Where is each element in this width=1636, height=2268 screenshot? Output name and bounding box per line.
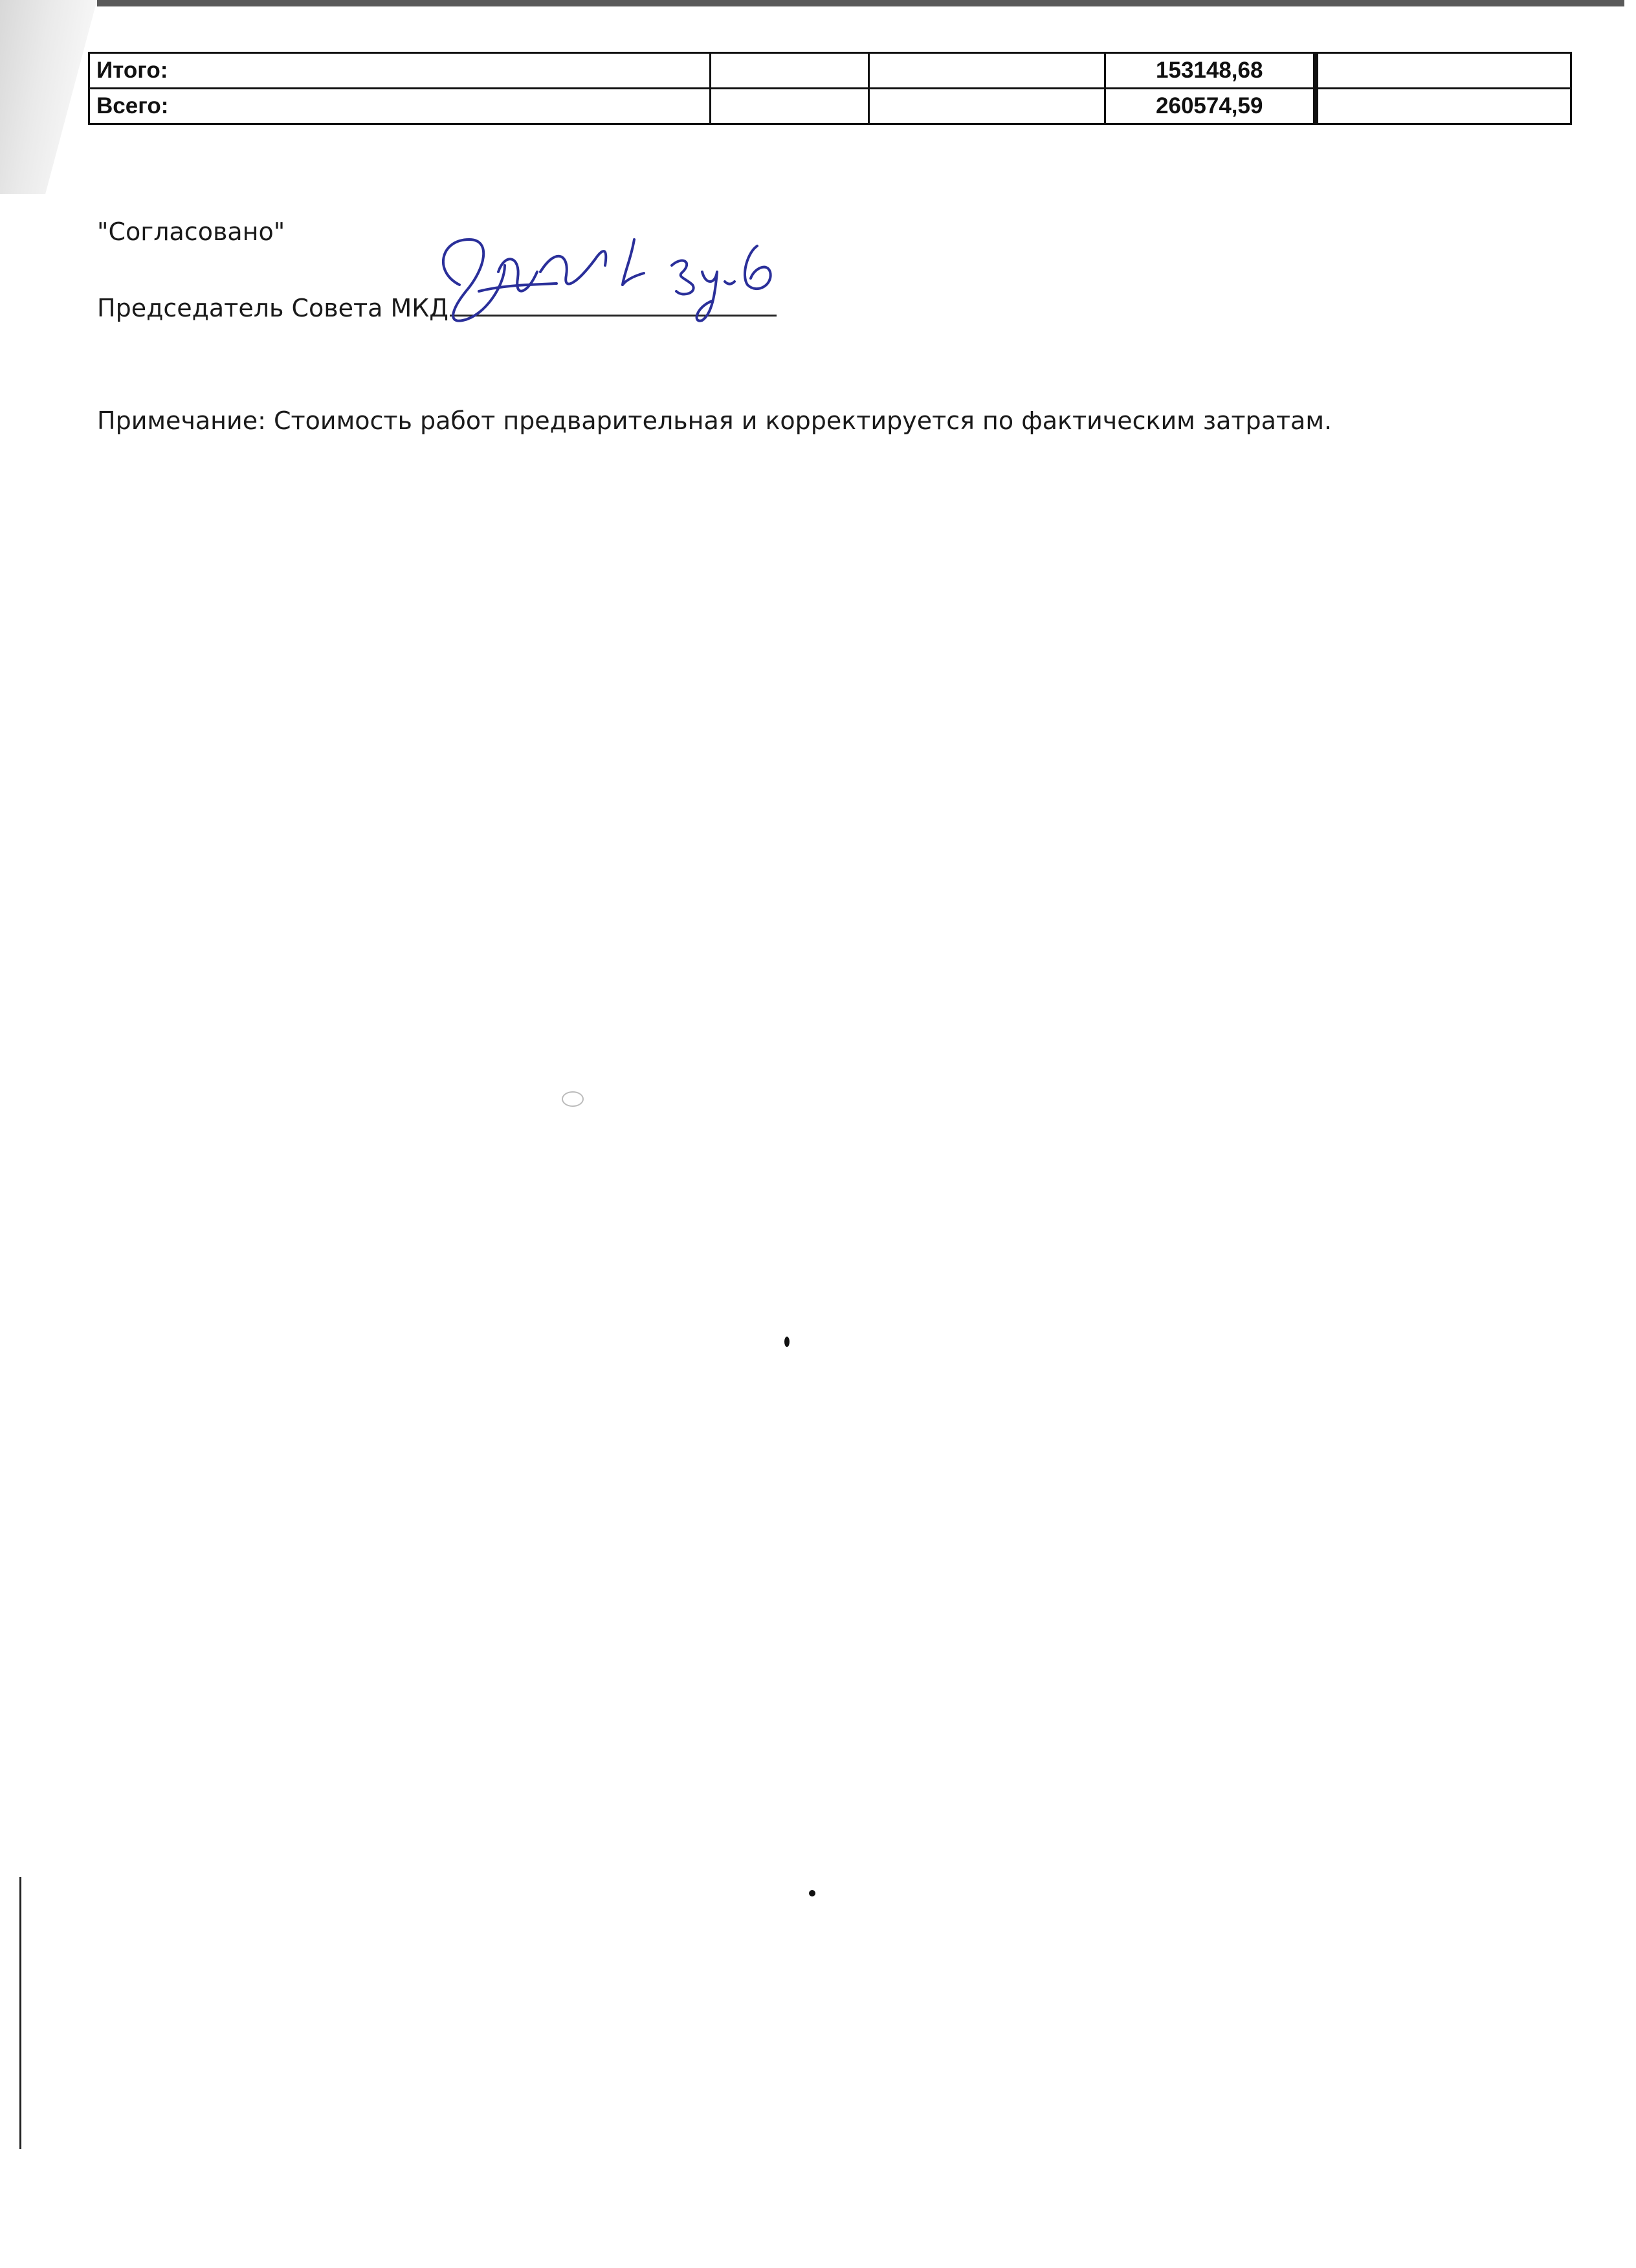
empty-cell — [711, 53, 869, 89]
row-label: Итого: — [89, 53, 711, 89]
chairman-label: Председатель Совета МКД — [97, 294, 448, 322]
folded-corner — [0, 0, 97, 194]
scan-speck — [809, 1890, 815, 1896]
table-row-subtotal — [89, 53, 1571, 89]
note-text: Примечание: Стоимость работ предварительная и корректируется по фактическим затратам. — [97, 406, 1332, 435]
scan-top-edge — [97, 0, 1624, 6]
empty-cell — [1316, 89, 1571, 124]
scan-speck — [784, 1337, 790, 1347]
totals-table — [88, 52, 1572, 125]
scan-speck — [562, 1091, 584, 1107]
scan-left-edge — [19, 1877, 21, 2149]
row-amount: 260574,59 — [1105, 89, 1316, 124]
row-label: Всего: — [89, 89, 711, 124]
handwritten-signature — [408, 194, 809, 350]
row-amount: 153148,68 — [1105, 53, 1316, 89]
empty-cell — [869, 89, 1105, 124]
empty-cell — [1316, 53, 1571, 89]
agreed-heading: "Согласовано" — [97, 217, 285, 246]
empty-cell — [711, 89, 869, 124]
table-row-total — [89, 89, 1571, 124]
empty-cell — [869, 53, 1105, 89]
